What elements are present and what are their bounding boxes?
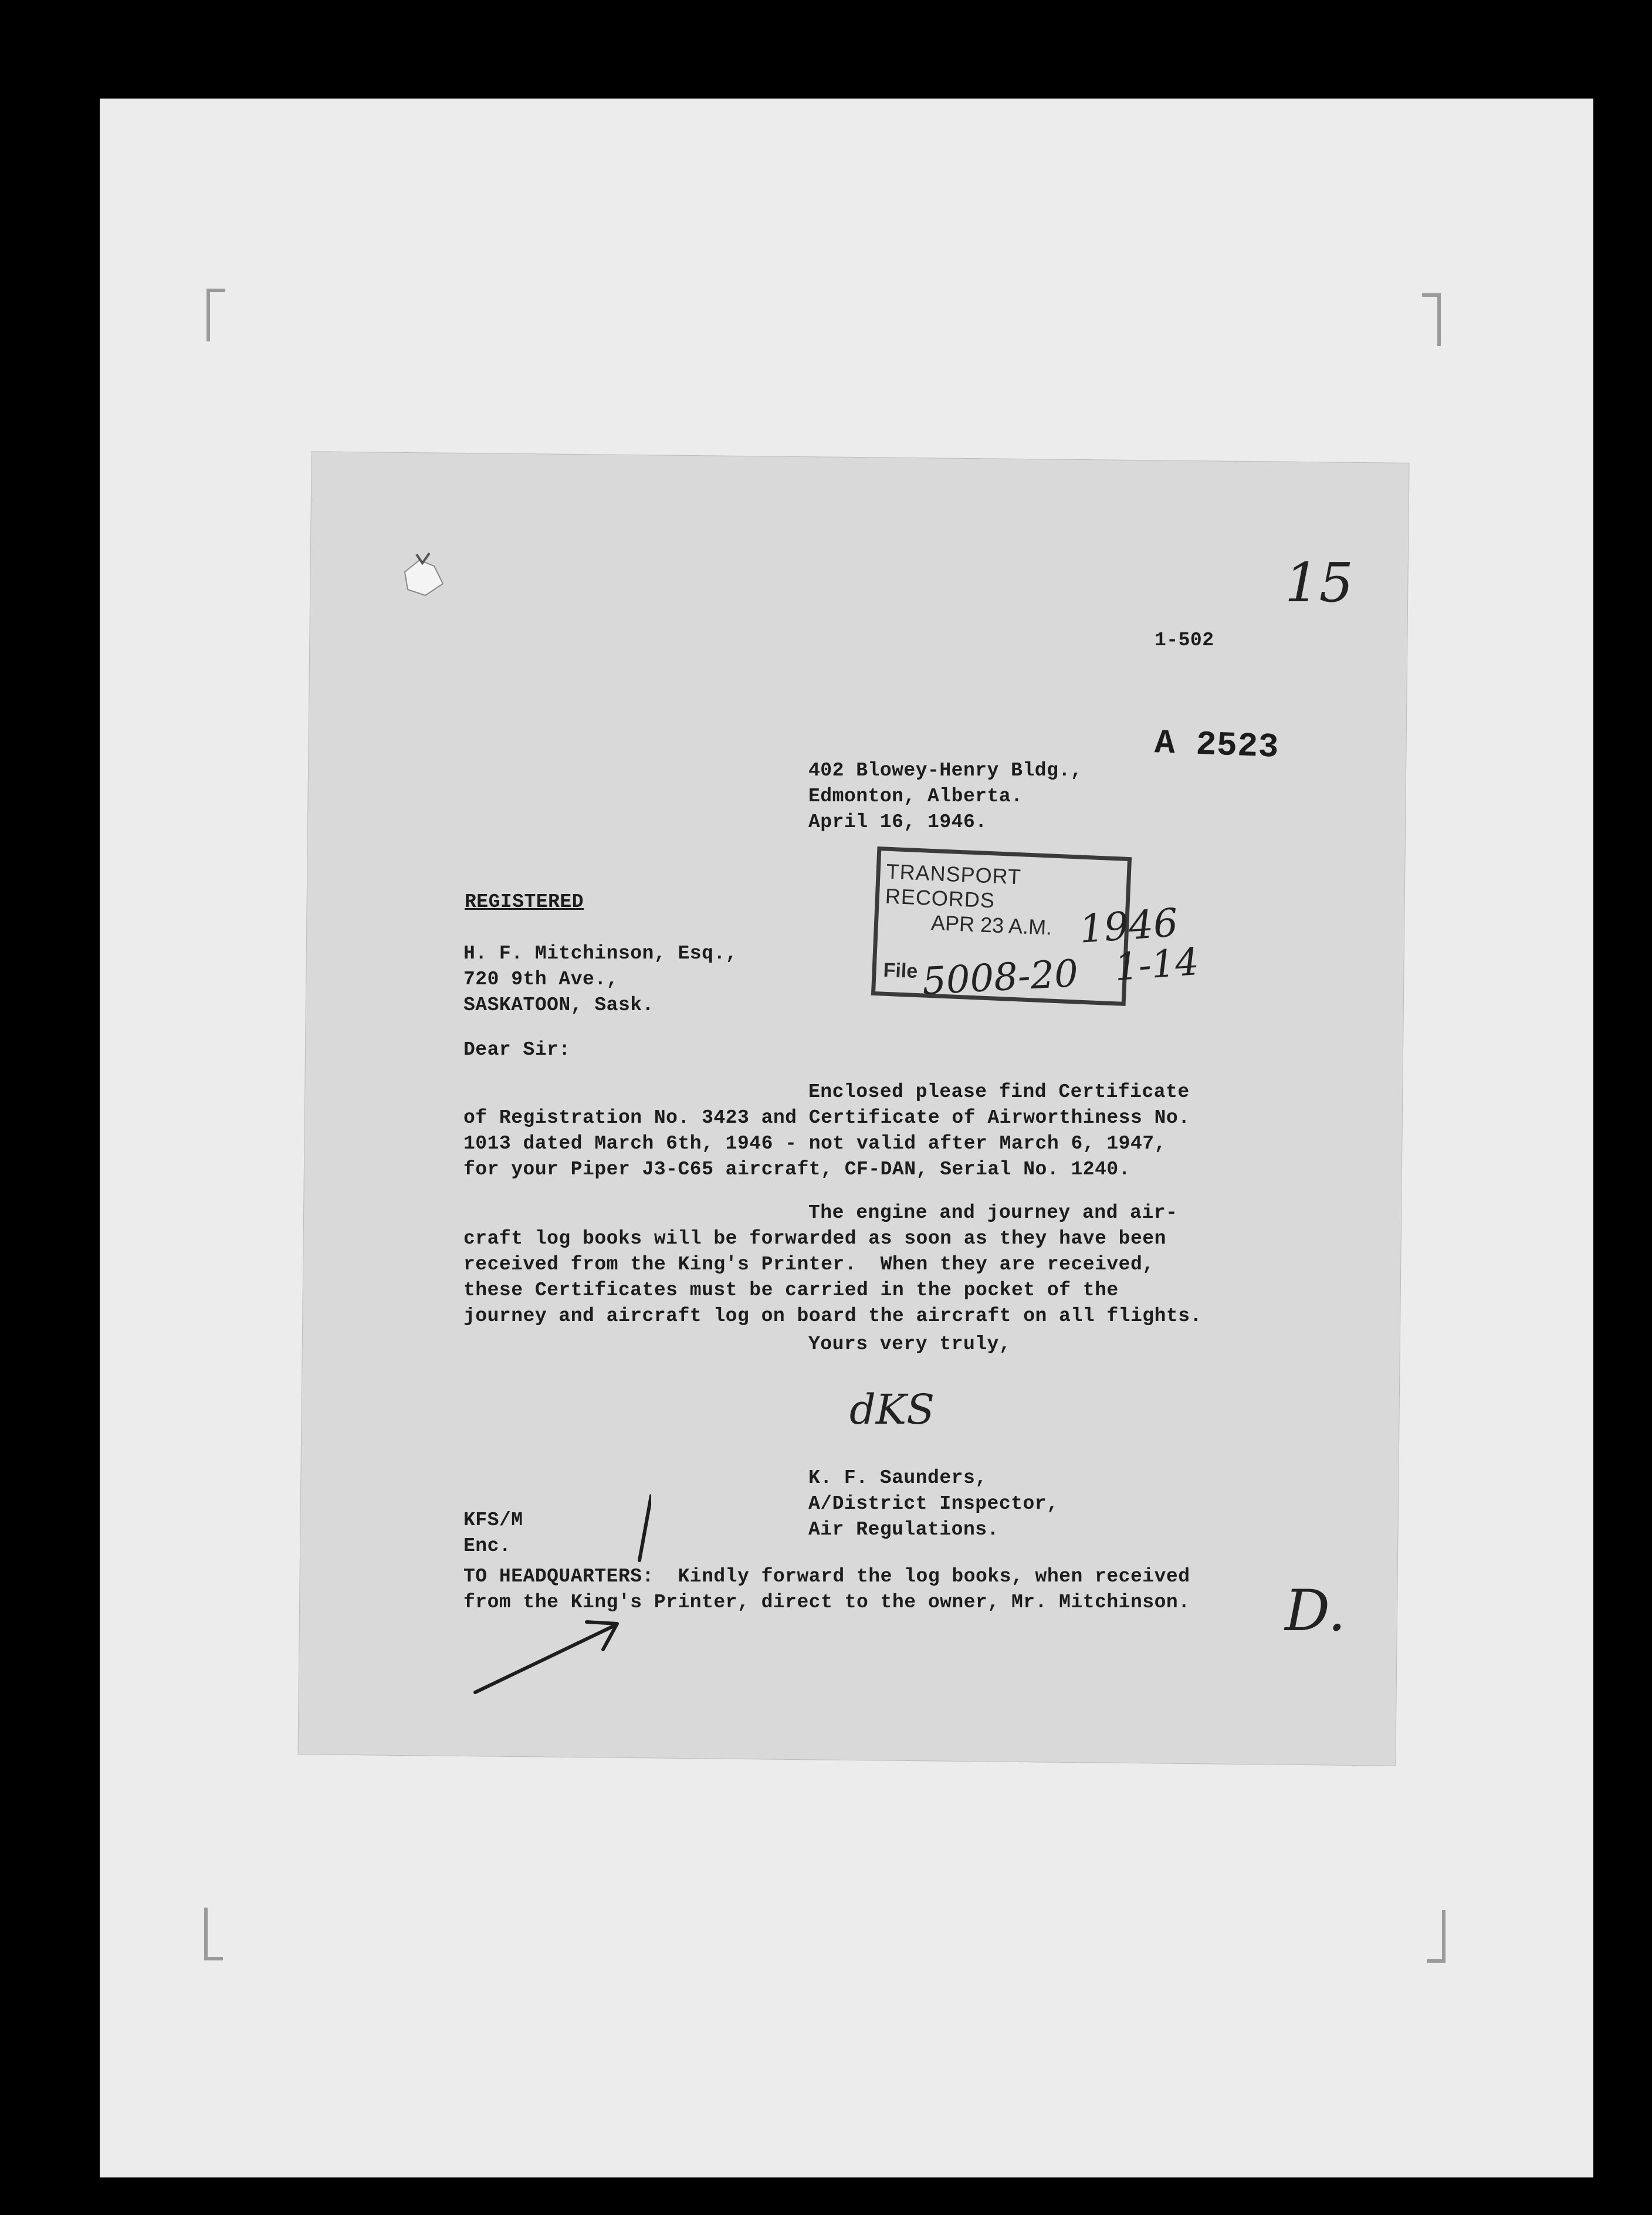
signature-name: K. F. Saunders, [808,1467,987,1489]
headquarters-note-line-1: TO HEADQUARTERS: Kindly forward the log books, when received [463,1566,1190,1587]
paragraph-1-line-2: of Registration No. 3423 and Certificate of Airworthiness No. [463,1107,1190,1129]
handwritten-page-number: 15 [1285,551,1354,614]
registered-marking: REGISTERED [465,891,584,913]
signature-department: Air Regulations. [808,1519,999,1540]
letter-date: April 16, 1946. [808,811,987,833]
handwritten-signature-initials: dKS [849,1386,935,1434]
signature-title: A/District Inspector, [808,1493,1059,1515]
handwritten-arrow-mark [463,1490,651,1707]
paragraph-1-line-3: 1013 dated March 6th, 1946 - not valid after March 6, 1947, [463,1133,1166,1154]
stamp-file-label: File [882,959,919,983]
handwritten-corner-mark: D. [1285,1578,1346,1644]
handwritten-stamp-year: 1946 [1078,900,1180,952]
typist-initials: KFS/M [463,1509,523,1531]
paragraph-2-line-1: The engine and journey and air- [808,1202,1178,1224]
crop-mark-bottom-left [204,1908,223,1960]
handwritten-file-number: 5008-20 [921,952,1079,1004]
recipient-city: SASKATOON, Sask. [463,994,654,1016]
paragraph-2-line-4: these Certificates must be carried in the pocket of the [463,1279,1119,1301]
paragraph-2-line-3: received from the King's Printer. When they are received, [463,1254,1155,1275]
paragraph-2-line-5: journey and aircraft log on board the aircraft on all flights. [463,1305,1202,1327]
crop-mark-top-left [206,289,225,341]
paragraph-1-line-4: for your Piper J3-C65 aircraft, CF-DAN, Serial No. 1240. [463,1159,1130,1180]
crop-mark-top-right [1422,293,1441,346]
handwritten-file-suffix: 1-14 [1113,940,1201,990]
sender-address-line-1: 402 Blowey-Henry Bldg., [808,760,1082,781]
punch-hole-mark [393,548,452,604]
headquarters-note-line-2: from the King's Printer, direct to the owner, Mr. Mitchinson. [463,1591,1190,1613]
stamp-title: TRANSPORT RECORDS [885,859,1022,913]
recipient-street: 720 9th Ave., [463,968,618,990]
stamp-date: APR 23 A.M. [930,910,1052,940]
closing: Yours very truly, [808,1333,1011,1355]
sender-address-line-2: Edmonton, Alberta. [808,785,1023,807]
file-reference: 1-502 [1155,629,1214,651]
paragraph-1-line-1: Enclosed please find Certificate [808,1081,1190,1103]
paragraph-2-line-2: craft log books will be forwarded as soon as they have been [463,1228,1166,1249]
document-number: A 2523 [1153,724,1279,767]
recipient-name: H. F. Mitchinson, Esq., [463,943,737,964]
enclosure-note: Enc. [463,1535,512,1557]
crop-mark-bottom-right [1427,1910,1446,1963]
salutation: Dear Sir: [463,1039,571,1061]
